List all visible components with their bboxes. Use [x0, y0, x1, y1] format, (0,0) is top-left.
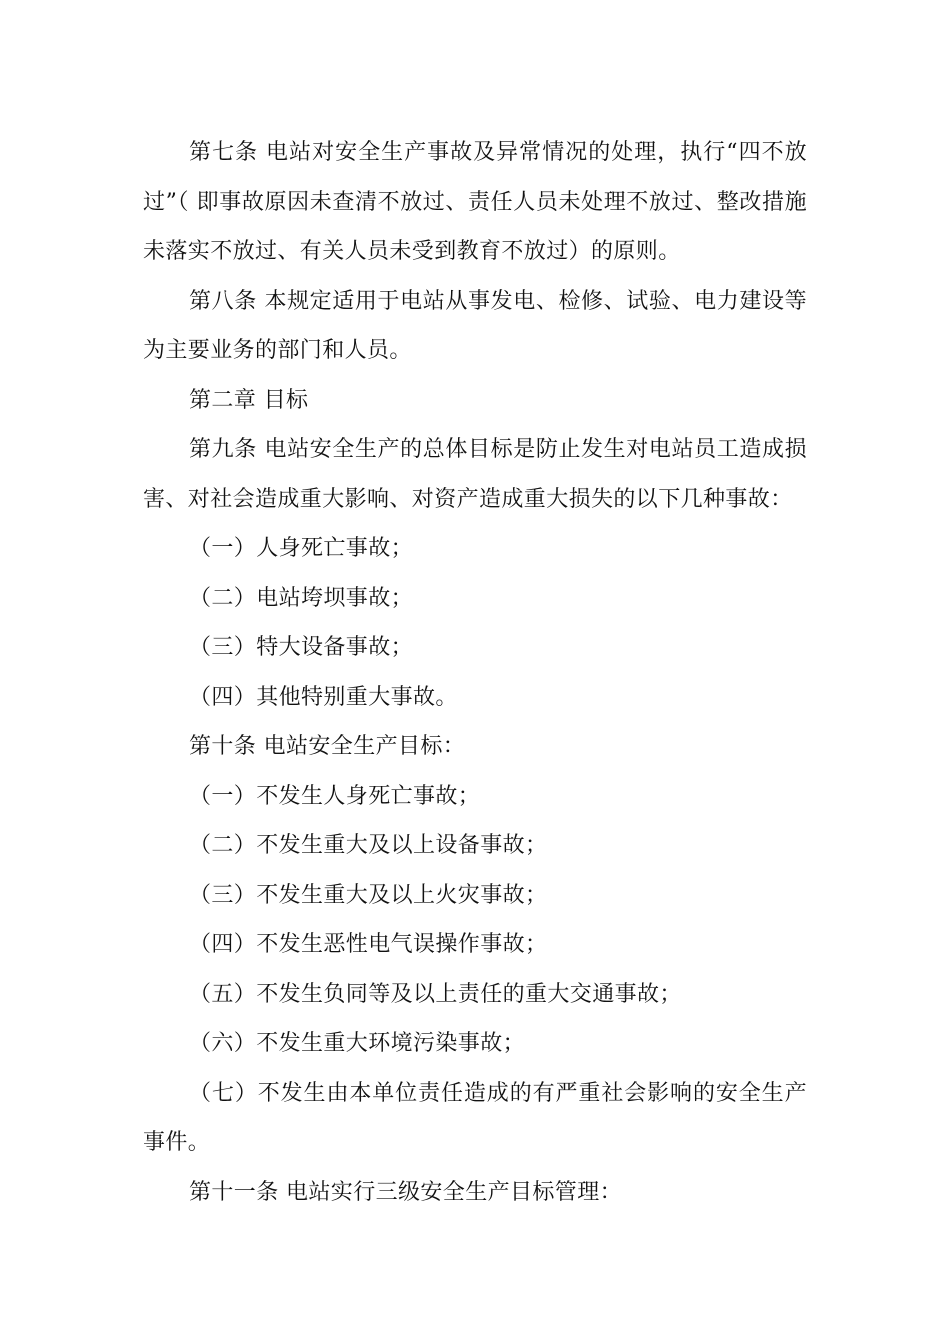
article-9-item-3: （三）特大设备事故；	[189, 635, 414, 660]
article-10-item-3: （三）不发生重大及以上火灾事故；	[189, 882, 548, 908]
article-10-item-5: （五）不发生负同等及以上责任的重大交通事故；	[189, 981, 682, 1007]
article-11-paragraph: 第十一条 电站实行三级安全生产目标管理：	[189, 1179, 622, 1205]
article-10-item-6: （六）不发生重大环境污染事故；	[189, 1031, 526, 1056]
article-10-item-4: （四）不发生恶性电气误操作事故；	[189, 932, 548, 957]
article-10-item-7: （七）不发生由本单位责任造成的有严重社会影响的安全生产事件。	[143, 1080, 807, 1155]
article-9-item-2: （二）电站垮坝事故；	[189, 585, 414, 611]
article-8-paragraph: 第八条 本规定适用于电站从事发电、检修、试验、电力建设等为主要业务的部门和人员。	[143, 288, 807, 363]
article-9-item-1: （一）人身死亡事故；	[189, 536, 414, 561]
article-10-paragraph: 第十条 电站安全生产目标：	[189, 734, 466, 759]
chapter-2-heading: 第二章 目标	[189, 387, 309, 413]
article-9-item-4: （四）其他特别重大事故。	[189, 684, 458, 710]
article-10-item-1: （一）不发生人身死亡事故；	[189, 783, 481, 809]
article-9-paragraph: 第九条 电站安全生产的总体目标是防止发生对电站员工造成损害、对社会造成重大影响、对资产造成重大损失的以下几种事故：	[143, 437, 807, 512]
article-7-paragraph: 第七条 电站对安全生产事故及异常情况的处理，执行“四不放过”（ 即事故原因未查清不放过、责任人员未处理不放过、整改措施未落实不放过、有关人员未受到教育不放过）的原则。	[143, 140, 807, 264]
document-body	[143, 128, 807, 1217]
article-10-item-2: （二）不发生重大及以上设备事故；	[189, 833, 548, 858]
